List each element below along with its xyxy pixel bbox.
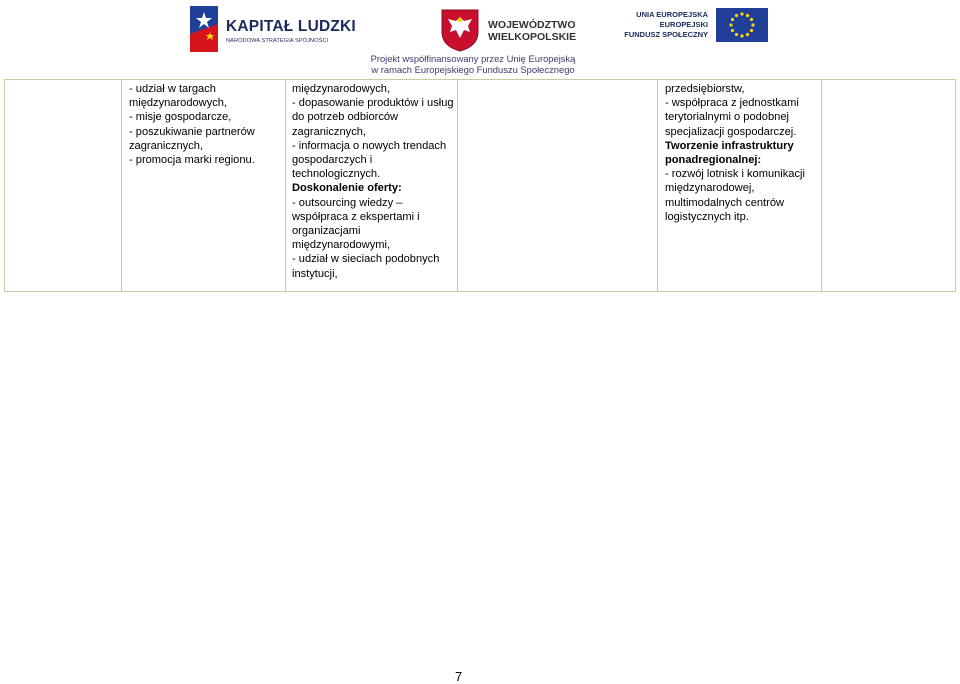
page-number: 7 [455,669,463,684]
text-line: współpraca z ekspertami i [292,210,420,223]
text-line: międzynarodowych, [129,97,228,110]
eu-line-1: UNIA EUROPEJSKA [636,10,708,19]
text-line: międzynarodowej, [665,182,755,195]
text-line: terytorialnymi o podobnej [665,111,789,124]
kapital-ludzki-logo [190,6,356,52]
wlkp-line-1: WOJEWÓDZTWO [488,19,576,31]
section-heading: ponadregionalnej: [665,154,762,167]
text-line: - udział w sieciach podobnych [292,253,440,266]
wielkopolskie-logo [440,8,580,52]
cofinancing-note [360,53,586,75]
text-line: zagranicznych, [129,139,203,152]
wielkopolskie-text [488,19,576,43]
eu-text [624,10,708,40]
text-line: - informacja o nowych trendach [292,139,447,152]
text-line: przedsiębiorstw, [665,83,745,95]
strategy-table [4,79,956,292]
text-line: do potrzeb odbiorców [292,111,399,124]
text-line: - poszukiwanie partnerów [129,125,255,138]
text-line: - udział w targach [129,83,216,95]
section-heading: Doskonalenie oferty: [292,182,402,195]
wlkp-line-2: WIELKOPOLSKIE [488,31,577,43]
eu-logo [624,8,768,44]
table-column-4 [458,80,658,291]
column-3-text [292,82,454,281]
kapital-ludzki-subtitle: NARODOWA STRATEGIA SPÓJNOŚCI [226,38,329,44]
text-line: gospodarczych i [292,154,373,167]
cofinancing-line-2: w ramach Europejskiego Funduszu Społecznego [371,64,575,75]
eu-line-2: EUROPEJSKI [659,20,708,29]
kapital-ludzki-title: KAPITAŁ LUDZKI [226,18,356,35]
text-line: - outsourcing wiedzy – [292,196,403,209]
table-column-6 [822,80,955,291]
kapital-ludzki-emblem-icon [190,6,218,52]
text-line: - promocja marki regionu. [129,154,255,167]
eagle-shield-icon [440,8,480,52]
column-5-text [665,82,805,224]
text-line: logistycznych itp. [665,210,749,223]
text-line: zagranicznych, [292,125,366,138]
text-line: - dopasowanie produktów i usług [292,97,454,110]
text-line: specjalizacji gospodarczej. [665,125,797,138]
text-line: organizacjami [292,225,361,238]
eu-flag-icon [716,8,768,42]
text-line: międzynarodowych, [292,83,391,95]
table-column-3 [286,80,458,291]
text-line: - rozwój lotnisk i komunikacji [665,168,805,181]
column-2-text [129,82,255,167]
text-line: - misje gospodarcze, [129,111,232,124]
table-column-2 [122,80,286,291]
text-line: międzynarodowymi, [292,239,391,252]
section-heading: Tworzenie infrastruktury [665,139,794,152]
eu-line-3: FUNDUSZ SPOŁECZNY [624,30,708,39]
cofinancing-line-1: Projekt współfinansowany przez Unię Europejską [370,53,576,64]
text-line: - współpraca z jednostkami [665,97,799,110]
table-column-1 [5,80,122,291]
text-line: technologicznych. [292,168,381,181]
text-line: multimodalnych centrów [665,196,784,209]
table-column-5 [658,80,822,291]
text-line: instytucji, [292,267,338,280]
